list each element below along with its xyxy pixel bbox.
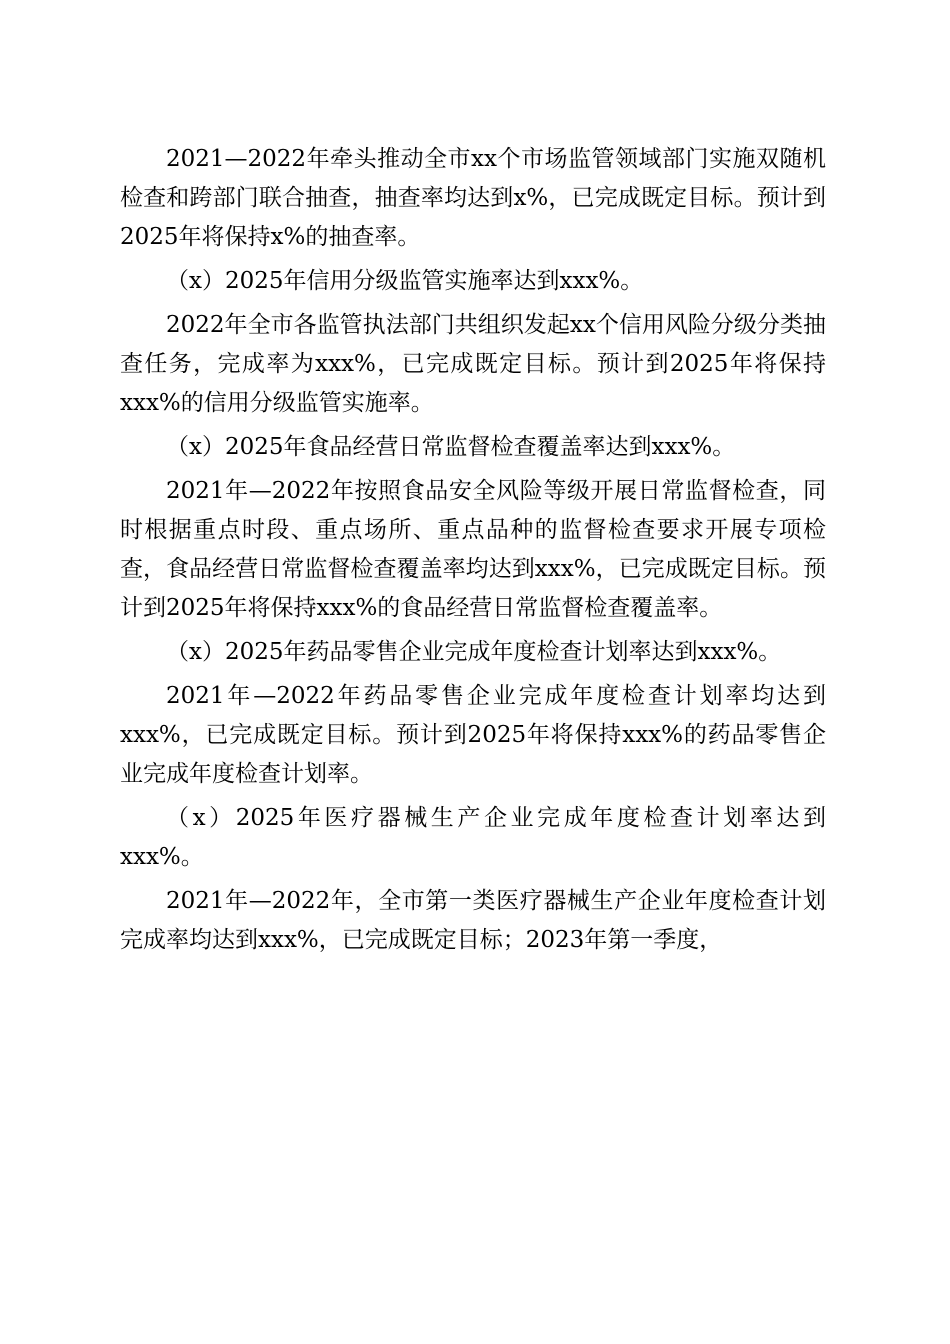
heading-credit-supervision: （x）2025年信用分级监管实施率达到xxx%。	[166, 268, 644, 294]
document-body	[120, 140, 826, 965]
heading-drug-retail: （x）2025年药品零售企业完成年度检查计划率达到xxx%。	[166, 639, 782, 665]
paragraph-medical-device: 2021年—2022年，全市第一类医疗器械生产企业年度检查计划完成率均达到xxx%，已完成既定目标；2023年第一季度，	[120, 888, 826, 953]
heading-food-inspection: （x）2025年食品经营日常监督检查覆盖率达到xxx%。	[166, 434, 736, 460]
heading-medical-device: （x）2025年医疗器械生产企业完成年度检查计划率达到xxx%。	[120, 805, 826, 870]
paragraph-spot-check-rate: 2021—2022年牵头推动全市xx个市场监管领域部门实施双随机检查和跨部门联合抽查，抽查率均达到x%，已完成既定目标。预计到2025年将保持x%的抽查率。	[120, 146, 826, 250]
paragraph-food-inspection: 2021年—2022年按照食品安全风险等级开展日常监督检查，同时根据重点时段、重点场所、重点品种的监督检查要求开展专项检查，食品经营日常监督检查覆盖率均达到xxx%，已完成既定目标。预计到2025年将保持xxx%的食品经营日常监督检查覆盖率。	[120, 478, 826, 621]
paragraph-credit-supervision: 2022年全市各监管执法部门共组织发起xx个信用风险分级分类抽查任务，完成率为xxx%，已完成既定目标。预计到2025年将保持xxx%的信用分级监管实施率。	[120, 312, 826, 416]
paragraph-drug-retail: 2021年—2022年药品零售企业完成年度检查计划率均达到xxx%，已完成既定目标。预计到2025年将保持xxx%的药品零售企业完成年度检查计划率。	[120, 683, 826, 787]
